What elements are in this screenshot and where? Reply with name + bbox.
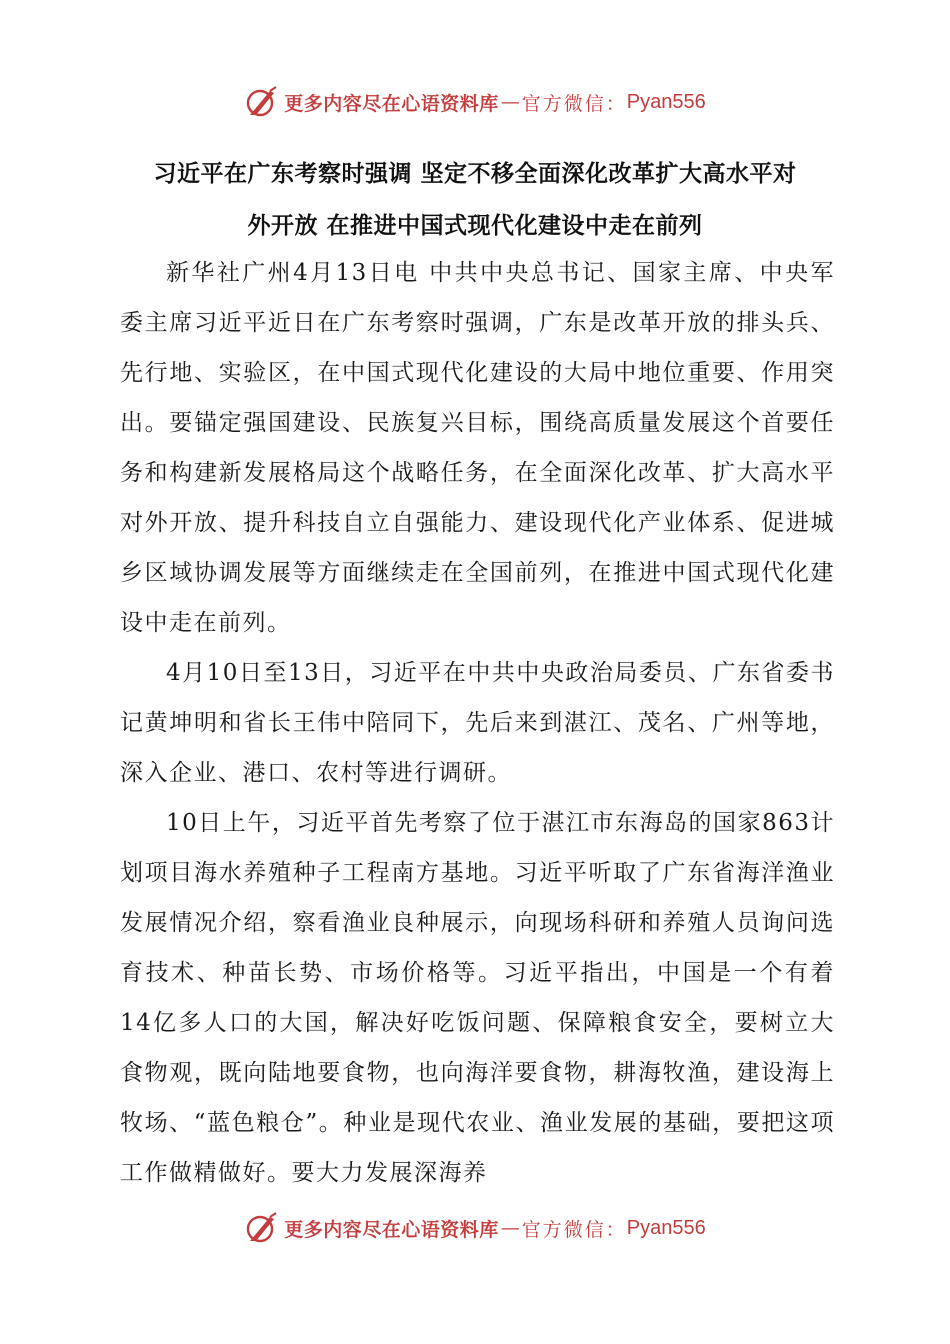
article-body <box>120 248 835 1198</box>
article-paragraph: 4月10日至13日，习近平在中共中央政治局委员、广东省委书记黄坤明和省长王伟中陪同下，先后来到湛江、茂名、广州等地，深入企业、港口、农村等进行调研。 <box>120 660 835 786</box>
article-title <box>100 148 850 252</box>
banner-wechat-id: Pyan556 <box>626 90 706 113</box>
article-paragraph: 10日上午，习近平首先考察了位于湛江市东海岛的国家863计划项目海水养殖种子工程南方基地。习近平听取了广东省海洋渔业发展情况介绍，察看渔业良种展示，向现场科研和养殖人员询问选育技术、种苗长势、市场价格等。习近平指出，中国是一个有着14亿多人口的大国，解决好吃饭问题、保障粮食安全，要树立大食物观，既向陆地要食物，也向海洋要食物，耕海牧渔，建设海上牧场、“蓝色粮仓”。种业是现代农业、渔业发展的基础，要把这项工作做精做好。要大力发展深海养 <box>120 810 835 1186</box>
article-paragraph: 新华社广州4月13日电 中共中央总书记、国家主席、中央军委主席习近平近日在广东考察时强调，广东是改革开放的排头兵、先行地、实验区，在中国式现代化建设的大局中地位重要、作用突出。要锚定强国建设、民族复兴目标，围绕高质量发展这个首要任务和构建新发展格局这个战略任务，在全面深化改革、扩大高水平对外开放、提升科技自立自强能力、建设现代化产业体系、促进城乡区域协调发展等方面继续走在全国前列，在推进中国式现代化建设中走在前列。 <box>120 260 835 636</box>
banner-wechat-label: 官方微信： <box>521 1218 627 1241</box>
quill-pen-logo-icon <box>244 85 278 119</box>
banner-brand-text: 更多内容尽在心语资料库 <box>284 1218 499 1241</box>
banner-wechat-id: Pyan556 <box>626 1216 706 1239</box>
article-title-line-2: 外开放 在推进中国式现代化建设中走在前列 <box>247 213 703 239</box>
banner-separator: — <box>500 1217 520 1239</box>
banner-separator: — <box>500 91 520 113</box>
banner-brand-text: 更多内容尽在心语资料库 <box>284 92 499 115</box>
footer-banner <box>0 1208 950 1248</box>
banner-wechat-label: 官方微信： <box>521 92 627 115</box>
article-title-line-1: 习近平在广东考察时强调 坚定不移全面深化改革扩大高水平对 <box>153 161 797 187</box>
quill-pen-logo-icon <box>244 1211 278 1245</box>
header-banner <box>0 82 950 122</box>
